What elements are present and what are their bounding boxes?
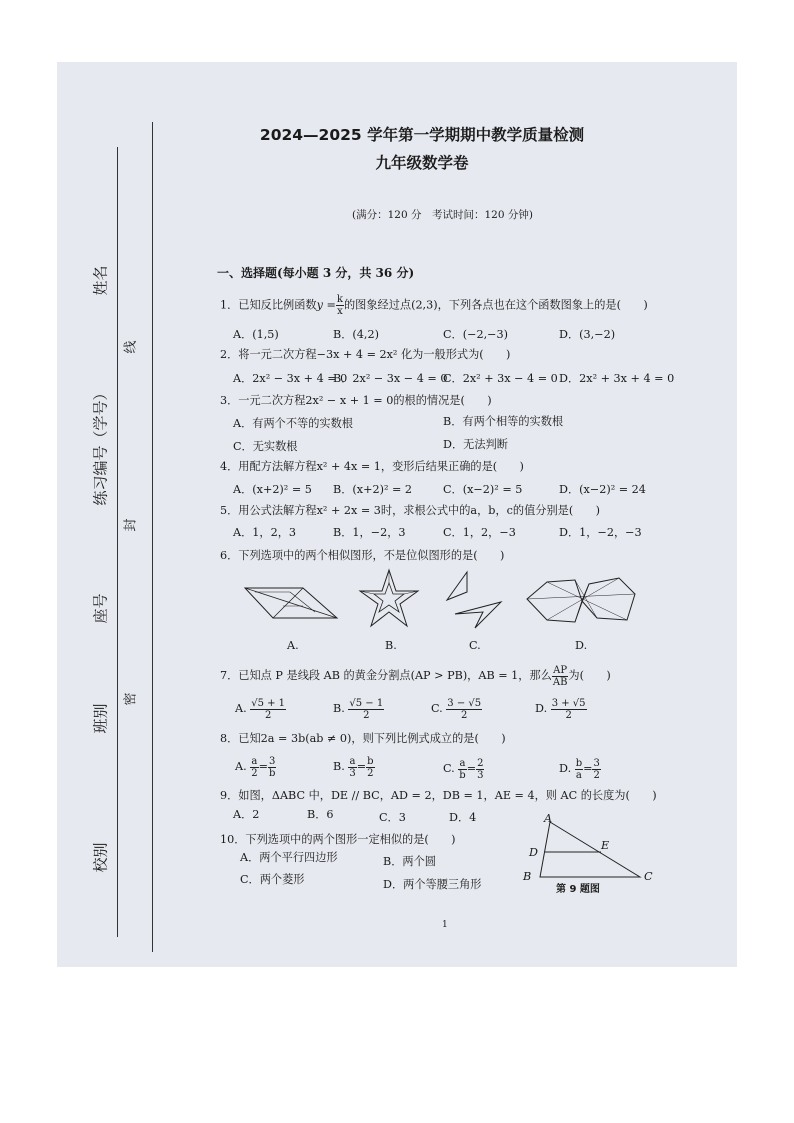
- q6-figure-d: [527, 574, 637, 628]
- q1-option-b: B．(4,2): [333, 328, 379, 341]
- q1-stem-b: 的图象经过点(2,3)，下列各点也在这个函数图象上的是( ): [343, 298, 648, 312]
- section-heading: 一、选择题(每小题 3 分，共 36 分): [217, 266, 415, 280]
- q5-option-a: A．1，2，3: [233, 526, 296, 539]
- exam-title: 2024—2025 学年第一学期期中教学质量检测: [259, 126, 585, 144]
- school-label: 校别: [91, 842, 110, 873]
- question-2: 2．将一元二次方程−3x + 4 = 2x² 化为一般形式为( ): [220, 348, 511, 361]
- fig9-label-e: E: [601, 839, 610, 852]
- q7-stem-b: 为( ): [568, 669, 611, 682]
- q1-frac-num: k: [336, 294, 343, 305]
- q5-option-c: C．1，2，−3: [443, 526, 516, 539]
- q8-option-c: C. $\frac{a}{b}$ = $\frac{2}{3}$: [443, 757, 484, 781]
- question-8: 8．已知2a = 3b(ab ≠ 0)，则下列比例式成立的是( ): [220, 732, 506, 745]
- q8-option-a: A. $\frac{a}{2}$ = $\frac{3}{b}$: [235, 755, 276, 779]
- q1-option-a: A．(1,5): [233, 328, 279, 341]
- question-4: 4．用配方法解方程x² + 4x = 1，变形后结果正确的是( ): [220, 460, 524, 473]
- q7-option-d: D. $\frac{3 + √5}{2}$: [535, 697, 586, 721]
- q4-option-b: B．(x+2)² = 2: [333, 483, 413, 496]
- q10-option-c: C．两个菱形: [240, 873, 305, 886]
- q6-figure-c: [445, 572, 503, 628]
- q9-option-b: B．6: [307, 808, 334, 821]
- q1-stem-a: 1．已知反比例函数: [220, 298, 317, 312]
- q1-function: y =: [316, 298, 336, 312]
- q4-option-a: A．(x+2)² = 5: [233, 483, 312, 496]
- q2-option-a: A．2x² − 3x + 4 = 0: [233, 372, 348, 385]
- exam-subtitle: 九年级数学卷: [375, 154, 469, 172]
- class-label: 班别: [91, 703, 110, 734]
- q8-option-d: D. $\frac{b}{a}$ = $\frac{3}{2}$: [559, 757, 600, 781]
- question-10: 10．下列选项中的两个图形一定相似的是( ): [220, 833, 456, 846]
- question-5: 5．用公式法解方程x² + 2x = 3时，求根公式中的a，b，c的值分别是( ): [220, 504, 600, 517]
- q5-option-d: D．1，−2，−3: [559, 526, 642, 539]
- q7-option-a: A. $\frac{√5 + 1}{2}$: [235, 697, 286, 721]
- q3-option-b: B．有两个相等的实数根: [443, 415, 564, 428]
- question-7: [220, 664, 611, 688]
- q6-figure-a: [245, 580, 337, 620]
- page-number: 1: [442, 920, 448, 930]
- fig9-label-b: B: [523, 870, 532, 883]
- name-label: 姓名: [91, 265, 110, 296]
- q7-ratio-den: AB: [552, 676, 568, 688]
- q4-option-c: C．(x−2)² = 5: [443, 483, 523, 496]
- q6-option-b: B.: [385, 639, 397, 652]
- q2-option-d: D．2x² + 3x + 4 = 0: [559, 372, 675, 385]
- question-6: 6．下列选项中的两个相似图形，不是位似图形的是( ): [220, 549, 505, 562]
- q7-stem-a: 7．已知点 P 是线段 AB 的黄金分割点(AP > PB)，AB = 1，那么: [220, 669, 552, 682]
- q2-option-c: C．2x² + 3x − 4 = 0: [443, 372, 558, 385]
- q10-option-b: B．两个圆: [383, 855, 436, 868]
- q9-option-a: A．2: [233, 808, 260, 821]
- q6-option-c: C.: [469, 639, 481, 652]
- seal-mi-label: 密: [123, 692, 139, 706]
- exam-sheet: [57, 62, 737, 967]
- seal-feng-label: 封: [123, 518, 139, 532]
- q10-option-d: D．两个等腰三角形: [383, 878, 482, 891]
- seat-label: 座号: [91, 593, 110, 624]
- fig9-label-d: D: [529, 846, 538, 859]
- q1-frac-den: x: [337, 306, 343, 317]
- q9-triangle-figure: [527, 822, 657, 882]
- question-3: 3．一元二次方程2x² − x + 1 = 0的根的情况是( ): [220, 394, 492, 407]
- fig9-label-c: C: [644, 870, 653, 883]
- seal-line-label: 线: [123, 340, 139, 354]
- margin-line: [152, 122, 153, 952]
- fig9-label-a: A: [544, 812, 553, 825]
- q4-option-d: D．(x−2)² = 24: [559, 483, 646, 496]
- exam-id-label: 练习编号（学号）: [91, 385, 110, 506]
- q3-option-c: C．无实数根: [233, 440, 298, 453]
- q1-fraction: [336, 294, 344, 317]
- q2-option-b: B．2x² − 3x − 4 = 0: [333, 372, 448, 385]
- q9-option-c: C．3: [379, 811, 406, 824]
- q7-option-c: C. $\frac{3 - √5}{2}$: [431, 697, 482, 721]
- q6-figure-b: [359, 570, 419, 628]
- exam-meta: (满分：120 分 考试时间：120 分钟): [352, 209, 533, 221]
- margin-line: [117, 147, 118, 937]
- q7-ratio: [552, 665, 569, 688]
- q3-option-a: A．有两个不等的实数根: [233, 417, 353, 430]
- question-9: 9．如图，ΔABC 中，DE // BC，AD = 2，DB = 1，AE = 4，则 AC 的长度为( ): [220, 789, 657, 802]
- q1-option-c: C．(−2,−3): [443, 328, 509, 341]
- q9-option-d: D．4: [449, 811, 477, 824]
- q7-option-b: B. $\frac{√5 - 1}{2}$: [333, 697, 384, 721]
- q6-option-d: D.: [575, 639, 588, 652]
- q1-option-d: D．(3,−2): [559, 328, 616, 341]
- q10-option-a: A．两个平行四边形: [240, 851, 338, 864]
- q6-option-a: A.: [287, 639, 299, 652]
- q7-ratio-num: AP: [553, 664, 568, 676]
- q8-option-b: B. $\frac{a}{3}$ = $\frac{b}{2}$: [333, 755, 374, 779]
- q3-option-d: D．无法判断: [443, 438, 508, 451]
- fig9-caption: 第 9 题图: [556, 884, 600, 895]
- question-1: [220, 294, 648, 317]
- q5-option-b: B．1，−2，3: [333, 526, 406, 539]
